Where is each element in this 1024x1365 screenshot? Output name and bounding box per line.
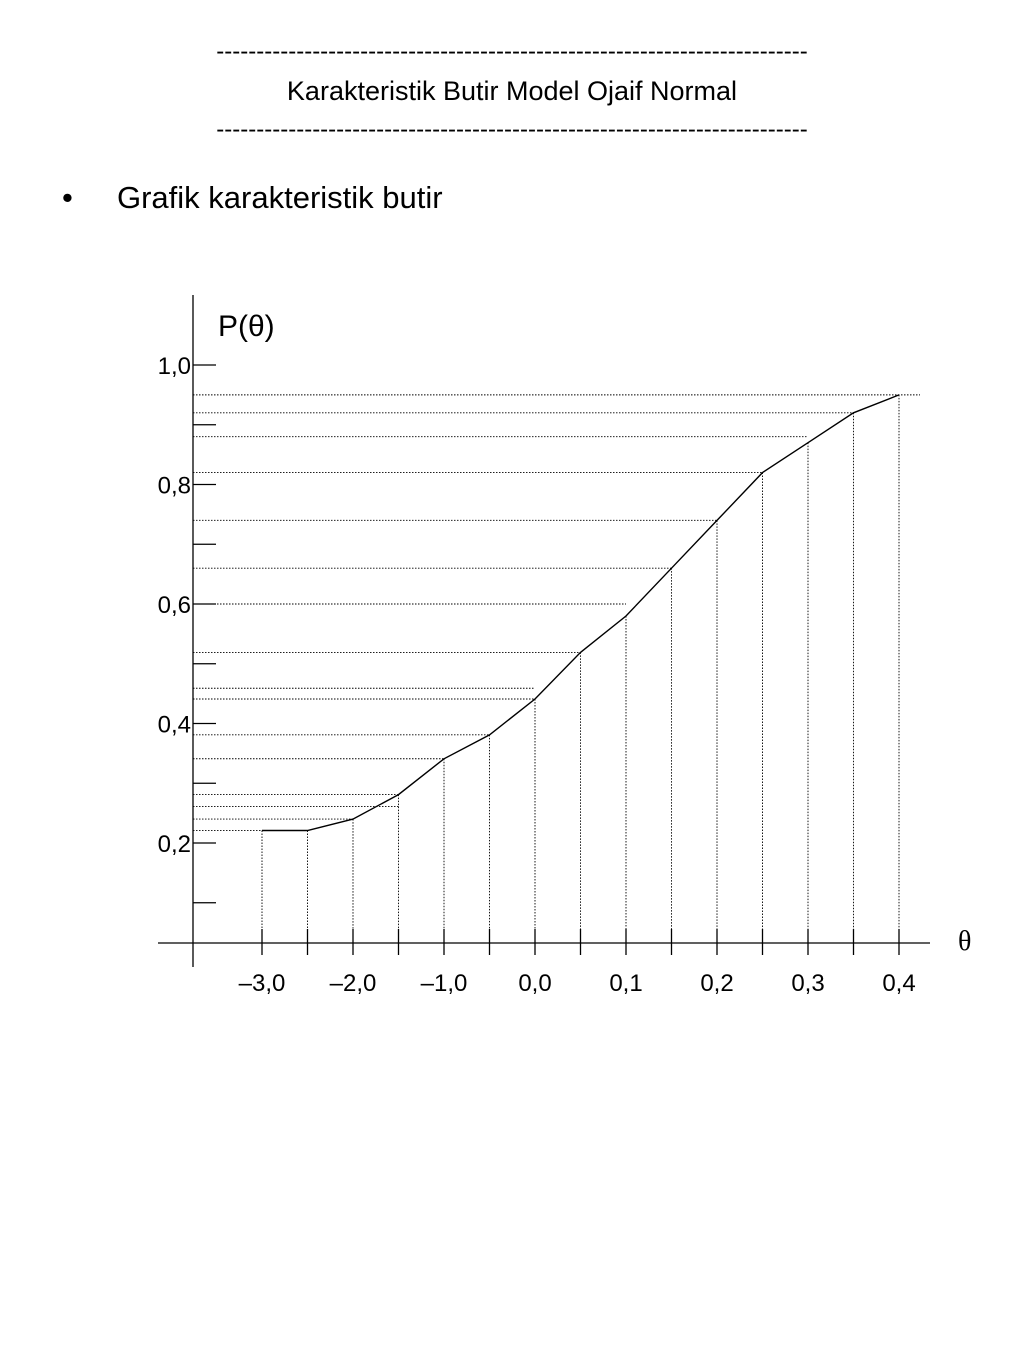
axes <box>158 295 930 967</box>
header-rule-top: -------------------------------------------------------------------------- <box>216 40 808 64</box>
y-tick-label: 0,2 <box>157 831 191 858</box>
x-tick-label: 0,3 <box>791 970 825 997</box>
x-axis-label: θ <box>958 926 972 957</box>
x-tick-label: –3,0 <box>238 970 286 997</box>
x-tick-label: 0,2 <box>700 970 734 997</box>
x-tick-label: 0,4 <box>882 970 916 997</box>
y-axis-label: P(θ) <box>218 310 275 343</box>
bullet-text: Grafik karakteristik butir <box>117 180 443 215</box>
curve-group <box>262 395 899 831</box>
header-rule-bottom: -------------------------------------------------------------------------- <box>216 118 808 142</box>
characteristic-curve <box>262 395 899 831</box>
y-tick-label: 0,8 <box>157 472 191 500</box>
x-tick-label: 0,1 <box>609 970 643 997</box>
tick-labels <box>158 310 972 997</box>
y-tick-label: 0,4 <box>157 711 191 739</box>
axis-ticks <box>193 365 899 955</box>
bullet-symbol: • <box>62 180 73 215</box>
y-tick-label: 1,0 <box>157 353 191 380</box>
x-tick-label: 0,0 <box>518 970 552 997</box>
drop-lines <box>193 395 920 943</box>
y-tick-label: 0,6 <box>157 592 191 619</box>
x-tick-label: –1,0 <box>420 970 468 997</box>
x-tick-label: –2,0 <box>329 970 377 997</box>
slide-title: Karakteristik Butir Model Ojaif Normal <box>286 76 738 106</box>
